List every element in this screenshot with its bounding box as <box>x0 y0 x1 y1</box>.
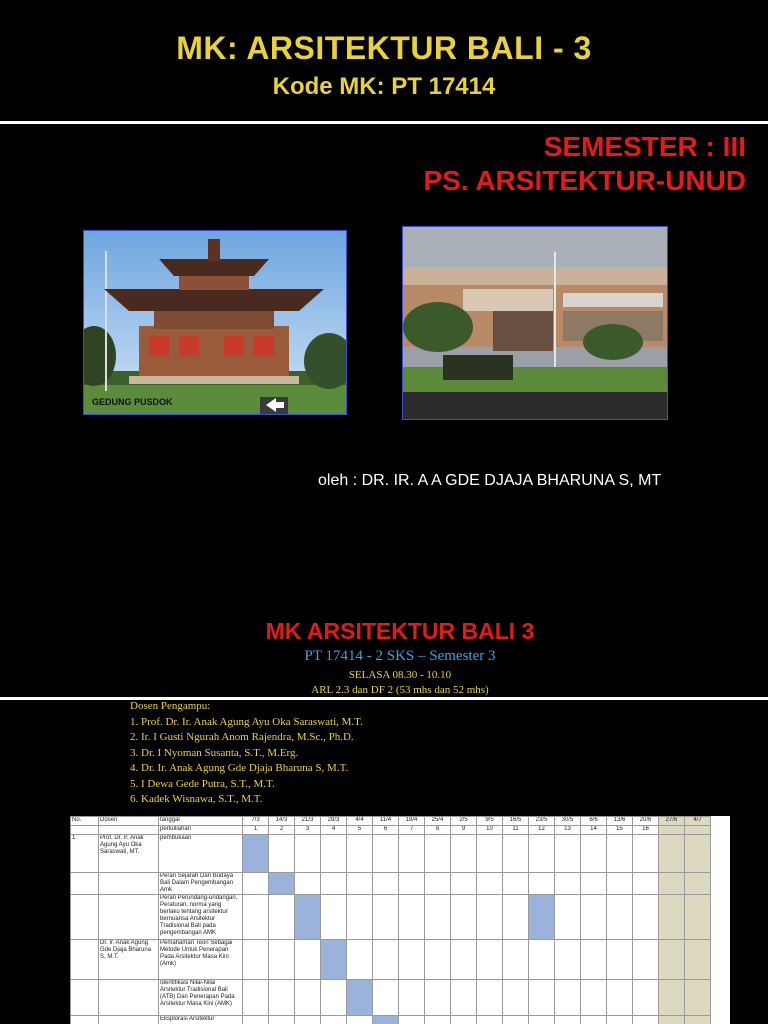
date-cell: 4/4 <box>347 817 373 826</box>
course-code-line: PT 17414 - 2 SKS – Semester 3 <box>304 648 496 664</box>
date-cell: 25/4 <box>425 817 451 826</box>
course-title: MK ARSITEKTUR BALI 3 <box>265 618 535 644</box>
course-time: SELASA 08.30 - 10.10 <box>348 669 452 681</box>
date-cell: 9/5 <box>477 817 503 826</box>
course-code: Kode MK: PT 17414 <box>272 73 496 100</box>
mid-divider <box>0 697 768 700</box>
page-title: MK: ARSITEKTUR BALI - 3 <box>176 30 592 66</box>
campus-illustration <box>403 227 667 419</box>
lecturer-item: 3. Dr. I Nyoman Susanta, S.T., M.Erg. <box>130 746 299 759</box>
date-cell: 21/3 <box>295 817 321 826</box>
top-divider <box>0 121 768 124</box>
date-cell: 11/4 <box>373 817 399 826</box>
lecturer-item: 6. Kadek Wisnawa, S.T., M.T. <box>130 793 263 805</box>
date-cell: 20/6 <box>633 817 659 826</box>
week-cell: 12 <box>529 826 555 835</box>
author-line: oleh : DR. IR. A A GDE DJAJA BHARUNA S, MT <box>318 472 662 489</box>
date-cell: 16/5 <box>503 817 529 826</box>
week-cell: 10 <box>477 826 503 835</box>
week-cell: 4 <box>321 826 347 835</box>
week-cell: 3 <box>295 826 321 835</box>
date-cell: 13/6 <box>607 817 633 826</box>
week-cell: 6 <box>373 826 399 835</box>
table-row: Peran Perundang-undangan, Peraturan, norma yang berlaku tentang arsitektur bernuansa Arsitektur Tradisional Bali pada pengembangan AMK <box>71 895 711 940</box>
header-perkuliahan: perkuliahan <box>159 826 243 835</box>
lecturer-list <box>130 699 363 808</box>
week-cell: 15 <box>607 826 633 835</box>
lecturer-item: 1. Prof. Dr. Ir. Anak Agung Ayu Oka Saraswati, M.T. <box>130 715 363 728</box>
date-cell: 27/6 <box>659 817 685 826</box>
schedule-table <box>70 816 711 1024</box>
header-no: No. <box>71 817 99 826</box>
week-cell: 11 <box>503 826 529 835</box>
header-dosen: Dosen <box>99 817 159 826</box>
date-cell: 23/5 <box>529 817 555 826</box>
table-row: Peran Sejarah Dan Budaya Bali Dalam Pengembangan Amk <box>71 873 711 895</box>
table-row: Eksplorasi Arsitektur <box>71 1016 711 1024</box>
program-label: PS. ARSITEKTUR-UNUD <box>423 165 746 196</box>
date-cell: 2/5 <box>451 817 477 826</box>
pusdok-illustration <box>84 231 346 414</box>
schedule-table-image <box>70 816 730 1024</box>
lecturer-item: 2. Ir. I Gusti Ngurah Anom Rajendra, M.Sc., Ph.D. <box>130 731 354 743</box>
pusdok-photo <box>83 230 347 415</box>
date-cell: 28/3 <box>321 817 347 826</box>
week-cell: 14 <box>581 826 607 835</box>
date-cell: 7/3 <box>243 817 269 826</box>
semester-block <box>423 130 746 198</box>
week-cell: 1 <box>243 826 269 835</box>
week-cell: 8 <box>425 826 451 835</box>
table-row: 1 Prof. Dr. Ir. Anak Agung Ayu Oka Saraswati, MT. pembukaan <box>71 835 711 873</box>
week-cell: 5 <box>347 826 373 835</box>
table-row: Identifikasi Nilai-Nilai Arsitektur Tradisional Bali (ATB) Dan Penerapan Pada Arsitektur Masa Kini (AMK) <box>71 980 711 1016</box>
week-cell: 9 <box>451 826 477 835</box>
week-cell: 7 <box>399 826 425 835</box>
date-cell: 14/3 <box>269 817 295 826</box>
course-rooms: ARL 2.3 dan DF 2 (53 mhs dan 52 mhs) <box>311 684 489 696</box>
date-cell: 4/7 <box>685 817 711 826</box>
lecturer-item: 5. I Dewa Gede Putra, S.T., M.T. <box>130 777 275 790</box>
week-cell: 16 <box>633 826 659 835</box>
semester-label: SEMESTER : III <box>543 131 746 162</box>
date-cell: 30/5 <box>555 817 581 826</box>
table-row: Dr. Ir. Anak Agung Gde Djaja Bharuna S, M.T. Pemahaman Teori Sebagai Metode Untuk Penerapan Pada Arsitektur Masa Kini (Amk) <box>71 940 711 980</box>
photo-caption: GEDUNG PUSDOK <box>92 397 173 407</box>
week-cell: 13 <box>555 826 581 835</box>
date-cell: 18/4 <box>399 817 425 826</box>
week-cell: 2 <box>269 826 295 835</box>
lecturer-item: 4. Dr. Ir. Anak Agung Gde Djaja Bharuna S, M.T. <box>130 762 349 774</box>
campus-photo <box>402 226 668 420</box>
lecturer-heading: Dosen Pengampu: <box>130 700 211 712</box>
header-tanggal: tanggal <box>159 817 243 826</box>
date-cell: 6/6 <box>581 817 607 826</box>
